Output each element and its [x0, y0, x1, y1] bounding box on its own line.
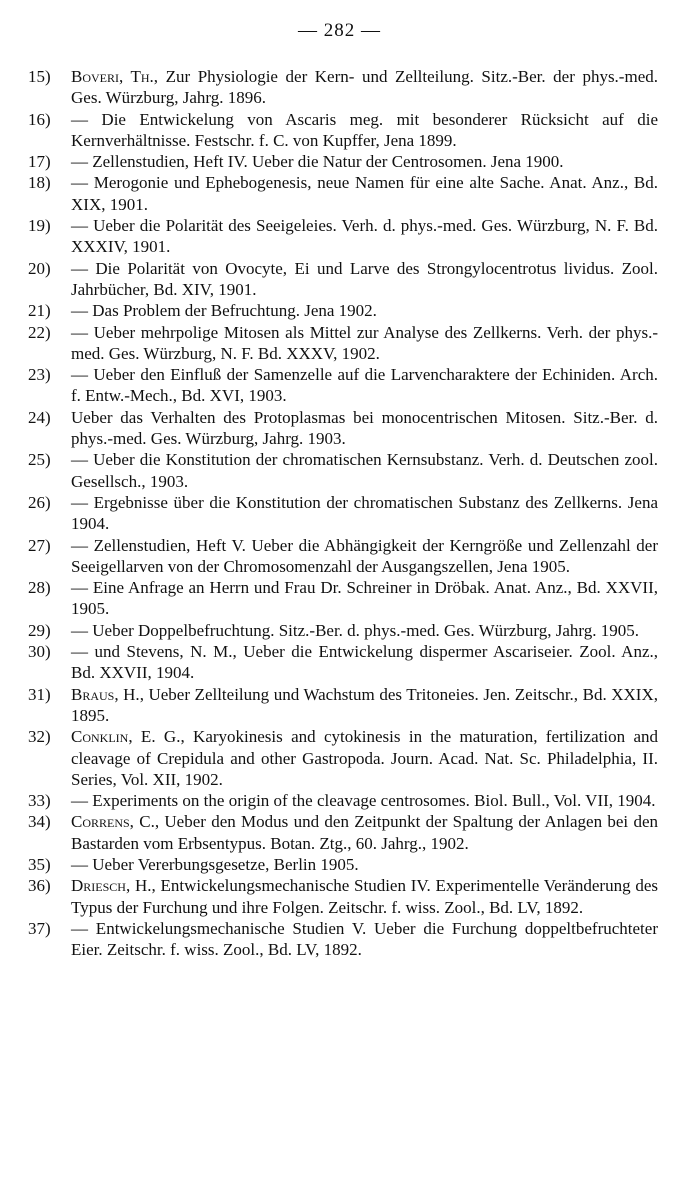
reference-text: , Karyokinesis and cytokinesis in the maturation, fertilization and cleavage of Crepidula and other Gastropoda. Journ. Acad. Nat. Sc. Philadelphia, II. Series, Vol. XII, 1902. — [71, 727, 658, 789]
reference-entry — [28, 535, 658, 578]
reference-entry — [28, 109, 658, 152]
reference-text: , Ueber den Modus und den Zeitpunkt der Spaltung der Anlagen bei den Bastarden vom Erbsentypus. Botan. Ztg., 60. Jahrg., 1902. — [71, 812, 658, 853]
reference-text: — Ueber Doppelbefruchtung. Sitz.-Ber. d. phys.-med. Ges. Würzburg, Jahrg. 1905. — [71, 620, 639, 640]
reference-number: 16) — [28, 109, 51, 129]
reference-text: — Merogonie und Ephebogenesis, neue Namen für eine alte Sache. Anat. Anz., Bd. XIX, 1901. — [71, 173, 658, 214]
reference-entry — [28, 449, 658, 492]
reference-list — [28, 66, 658, 960]
reference-entry — [28, 300, 658, 321]
reference-entry — [28, 172, 658, 215]
reference-text: Ueber das Verhalten des Protoplasmas bei monocentrischen Mitosen. Sitz.-Ber. d. phys.-med. Ges. Würzburg, Jahrg. 1903. — [71, 407, 658, 449]
reference-entry — [28, 726, 658, 790]
reference-entry — [28, 577, 658, 620]
reference-text: — Die Polarität von Ovocyte, Ei und Larve des Strongylocentrotus lividus. Zool. Jahrbücher, Bd. XIV, 1901. — [71, 258, 658, 299]
reference-number: 34) — [28, 812, 51, 832]
reference-text: — Ueber die Konstitution der chromatischen Kernsubstanz. Verh. d. Deutschen zool. Gesellsch., 1903. — [71, 450, 658, 491]
reference-entry — [28, 258, 658, 301]
reference-number: 32) — [28, 727, 51, 747]
reference-text: , Zur Physiologie der Kern- und Zellteilung. Sitz.-Ber. der phys.-med. Ges. Würzburg, Jahrg. 1896. — [71, 67, 658, 108]
reference-number: 30) — [28, 642, 51, 662]
reference-number: 18) — [28, 173, 51, 193]
reference-entry — [28, 684, 658, 727]
reference-text: — Ergebnisse über die Konstitution der chromatischen Substanz des Zellkerns. Jena 1904. — [71, 492, 658, 534]
reference-text: — Zellenstudien, Heft V. Ueber die Abhängigkeit der Kerngröße und Zellenzahl der Seeigellarven von der Chromosomenzahl der Ausgangszellen, Jena 1905. — [71, 535, 658, 576]
reference-entry — [28, 875, 658, 918]
reference-author: Driesch, H. — [71, 876, 152, 896]
reference-entry — [28, 364, 658, 407]
reference-text: — Entwickelungsmechanische Studien V. Ueber die Furchung doppeltbefruchteter Eier. Zeitschr. f. wiss. Zool., Bd. LV, 1892. — [71, 918, 658, 960]
reference-number: 28) — [28, 578, 51, 598]
reference-number: 33) — [28, 791, 51, 811]
reference-entry — [28, 790, 658, 811]
reference-number: 27) — [28, 535, 51, 555]
reference-author: Boveri, Th. — [71, 67, 154, 86]
reference-entry — [28, 151, 658, 172]
reference-text: — Eine Anfrage an Herrn und Frau Dr. Schreiner in Dröbak. Anat. Anz., Bd. XXVII, 1905. — [71, 578, 658, 619]
reference-author: Braus, H. — [71, 684, 140, 704]
reference-text: — Ueber Vererbungsgesetze, Berlin 1905. — [71, 854, 359, 874]
reference-text: — Zellenstudien, Heft IV. Ueber die Natur der Centrosomen. Jena 1900. — [71, 152, 564, 172]
reference-number: 29) — [28, 620, 51, 640]
reference-text: — Ueber die Polarität des Seeigeleies. Verh. d. phys.-med. Ges. Würzburg, N. F. Bd. XXXIV, 1901. — [71, 216, 658, 257]
reference-number: 31) — [28, 684, 51, 704]
reference-number: 25) — [28, 450, 51, 470]
reference-text: — Ueber den Einfluß der Samenzelle auf die Larvencharaktere der Echiniden. Arch. f. Entw.-Mech., Bd. XVI, 1903. — [71, 365, 658, 406]
reference-entry — [28, 620, 658, 641]
reference-number: 35) — [28, 854, 51, 874]
reference-entry — [28, 407, 658, 450]
reference-number: 22) — [28, 322, 51, 342]
reference-number: 23) — [28, 365, 51, 385]
reference-number: 26) — [28, 492, 51, 512]
reference-number: 24) — [28, 407, 51, 427]
reference-number: 36) — [28, 876, 51, 896]
reference-number: 21) — [28, 301, 51, 321]
page-number: — 282 — — [298, 20, 381, 41]
reference-entry — [28, 66, 658, 109]
reference-text: — Experiments on the origin of the cleavage centrosomes. Biol. Bull., Vol. VII, 1904. — [71, 791, 656, 811]
reference-number: 15) — [28, 67, 51, 86]
reference-entry — [28, 854, 658, 875]
reference-number: 20) — [28, 258, 51, 278]
reference-number: 17) — [28, 152, 51, 172]
reference-entry — [28, 918, 658, 961]
reference-text: — Ueber mehrpolige Mitosen als Mittel zur Analyse des Zellkerns. Verh. der phys.-med. Ges. Würzburg, N. F. Bd. XXXV, 1902. — [71, 322, 658, 363]
reference-entry — [28, 811, 658, 854]
reference-text: — und Stevens, N. M., Ueber die Entwickelung dispermer Ascariseier. Zool. Anz., Bd. XXVII, 1904. — [71, 642, 658, 683]
reference-entry — [28, 641, 658, 684]
reference-text: , Entwickelungsmechanische Studien IV. Experimentelle Veränderung des Typus der Furchung und ihre Folgen. Zeitschr. f. wiss. Zool., Bd. LV, 1892. — [71, 876, 658, 917]
reference-number: 19) — [28, 216, 51, 236]
reference-entry — [28, 322, 658, 365]
reference-text: — Das Problem der Befruchtung. Jena 1902. — [71, 301, 377, 321]
reference-author: Correns, C. — [71, 812, 155, 832]
reference-author: Conklin, E. G. — [71, 727, 181, 747]
reference-text: — Die Entwickelung von Ascaris meg. mit besonderer Rücksicht auf die Kernverhältnisse. Festschr. f. C. von Kupffer, Jena 1899. — [71, 109, 658, 150]
reference-text: , Ueber Zellteilung und Wachstum des Tritoneies. Jen. Zeitschr., Bd. XXIX, 1895. — [71, 684, 658, 725]
reference-entry — [28, 492, 658, 535]
reference-entry — [28, 215, 658, 258]
reference-number: 37) — [28, 918, 51, 938]
